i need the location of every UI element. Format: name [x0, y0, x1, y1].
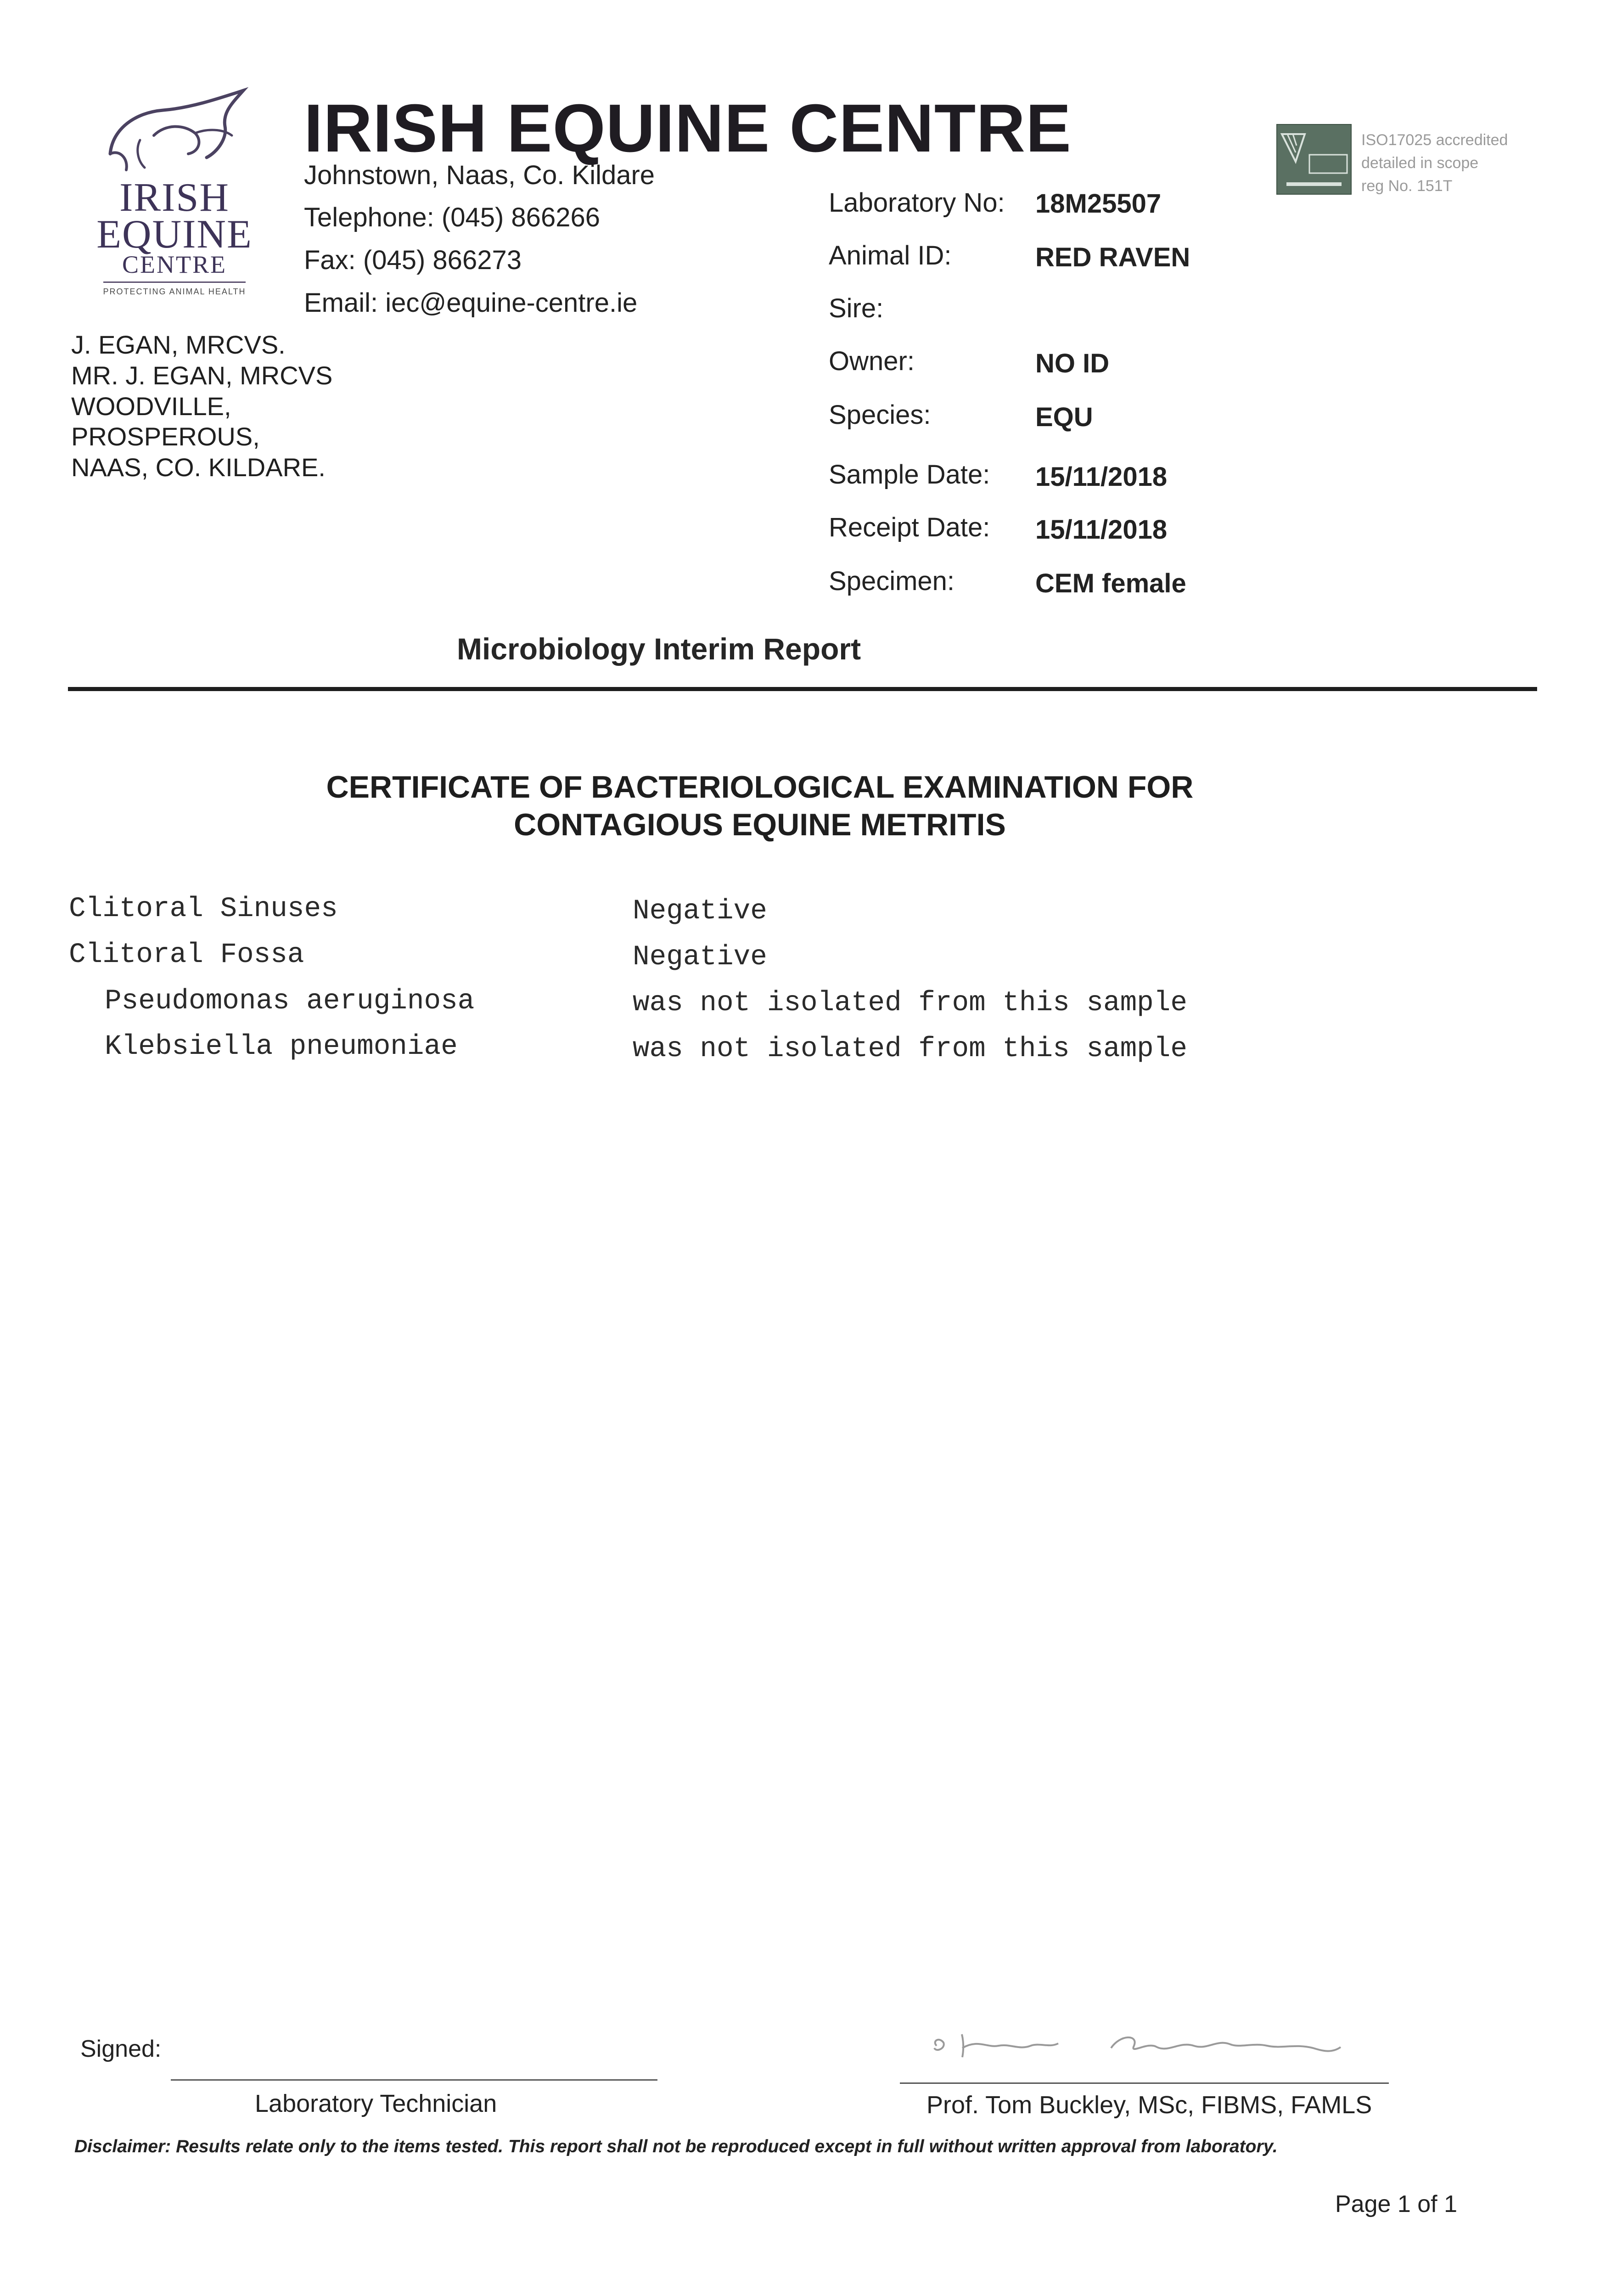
logo-divider — [103, 281, 246, 283]
result-value: Negative — [633, 895, 767, 927]
horse-head-icon — [85, 85, 264, 177]
signature-line-right — [900, 2082, 1389, 2084]
owner-label: Owner: — [829, 346, 915, 376]
animal-id-value: RED RAVEN — [1035, 242, 1190, 272]
receipt-date-value: 15/11/2018 — [1035, 515, 1168, 545]
organism-result: was not isolated from this sample — [633, 1033, 1187, 1065]
organisation-name: IRISH EQUINE CENTRE — [304, 90, 1072, 166]
recipient-line: WOODVILLE, — [71, 392, 231, 421]
page-number: Page 1 of 1 — [1335, 2191, 1457, 2217]
email-address: Email: iec@equine-centre.ie — [304, 288, 638, 318]
sire-label: Sire: — [829, 293, 884, 323]
specimen-label: Specimen: — [829, 566, 955, 596]
species-label: Species: — [829, 400, 931, 430]
disclaimer: Disclaimer: Results relate only to the items tested. This report shall not be reproduced except in full without written approval from laboratory. — [74, 2137, 1278, 2156]
result-site: Clitoral Sinuses — [69, 893, 338, 925]
organism-name: Klebsiella pneumoniae — [105, 1031, 458, 1063]
accreditation-line: detailed in scope — [1361, 154, 1479, 172]
organism-result: was not isolated from this sample — [633, 987, 1187, 1019]
logo-word-centre: CENTRE — [122, 251, 227, 278]
certificate-heading-line2: CONTAGIOUS EQUINE METRITIS — [514, 807, 1006, 842]
sample-date-value: 15/11/2018 — [1035, 462, 1168, 492]
signed-label: Signed: — [80, 2036, 162, 2062]
result-value: Negative — [633, 941, 767, 973]
certificate-heading-line1: CERTIFICATE OF BACTERIOLOGICAL EXAMINATION FOR — [326, 770, 1194, 805]
recipient-line: MR. J. EGAN, MRCVS — [71, 361, 333, 390]
laboratory-number-label: Laboratory No: — [829, 188, 1005, 218]
animal-id-label: Animal ID: — [829, 241, 952, 270]
organism-name: Pseudomonas aeruginosa — [105, 985, 475, 1017]
accreditation-line: ISO17025 accredited — [1361, 131, 1508, 149]
fax-number: Fax: (045) 866273 — [304, 245, 522, 275]
logo-word-irish: IRISH — [119, 175, 230, 220]
handwritten-signature — [918, 2020, 1354, 2066]
sample-date-label: Sample Date: — [829, 460, 990, 490]
inab-accreditation-icon — [1276, 124, 1352, 195]
irish-equine-centre-logo — [85, 85, 264, 296]
species-value: EQU — [1035, 402, 1093, 432]
organisation-address: Johnstown, Naas, Co. Kildare — [304, 160, 655, 190]
specimen-value: CEM female — [1035, 568, 1186, 598]
recipient-line: J. EGAN, MRCVS. — [71, 330, 286, 359]
result-site: Clitoral Fossa — [69, 939, 304, 971]
owner-value: NO ID — [1035, 349, 1110, 378]
telephone-number: Telephone: (045) 866266 — [304, 203, 600, 232]
report-title: Microbiology Interim Report — [457, 632, 861, 666]
laboratory-technician-label: Laboratory Technician — [255, 2090, 497, 2117]
accreditation-note — [1361, 129, 1508, 197]
signatory-name: Prof. Tom Buckley, MSc, FIBMS, FAMLS — [926, 2091, 1372, 2119]
receipt-date-label: Receipt Date: — [829, 512, 990, 542]
accreditation-line: reg No. 151T — [1361, 177, 1453, 195]
logo-word-equine: EQUINE — [96, 212, 253, 257]
laboratory-number-value: 18M25507 — [1035, 189, 1162, 219]
signature-line-left — [171, 2079, 657, 2081]
logo-tagline: PROTECTING ANIMAL HEALTH — [103, 287, 246, 296]
recipient-line: NAAS, CO. KILDARE. — [71, 453, 326, 482]
header-divider — [68, 687, 1537, 691]
recipient-line: PROSPEROUS, — [71, 422, 260, 451]
